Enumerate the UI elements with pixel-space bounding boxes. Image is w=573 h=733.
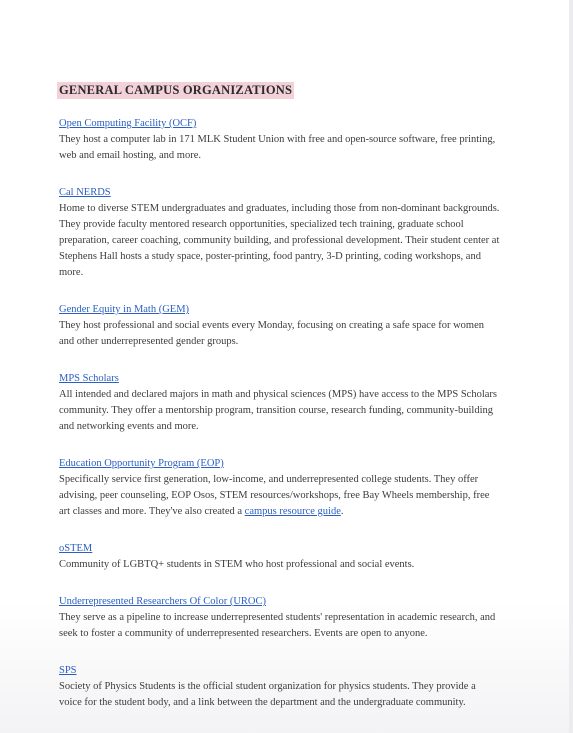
org-entry-cal-nerds — [59, 182, 501, 281]
org-description-sps: Society of Physics Students is the official student organization for physics students. They provide a voice for the student body, and a link between the department and the undergraduate community. — [59, 681, 476, 708]
campus-resource-guide-link[interactable]: campus resource guide — [244, 506, 341, 517]
section-heading: GENERAL CAMPUS ORGANIZATIONS — [59, 83, 293, 97]
org-description-cal-nerds: Home to diverse STEM undergraduates and graduates, including those from non-dominant backgrounds. They provide faculty mentored research opportunities, specialized tech training, graduate school preparation, career coaching, community building, and professional development. Their student center at Stephens Hall hosts a study space, poster-printing, food pantry, 3-D printing, coding workshops, and more. — [59, 203, 500, 278]
org-link-uroc[interactable]: Underrepresented Researchers Of Color (UROC) — [59, 596, 267, 607]
org-link-cal-nerds[interactable]: Cal NERDS — [59, 187, 111, 198]
org-entry-ocf — [59, 113, 501, 164]
org-entry-uroc — [59, 591, 501, 642]
page-edge — [569, 0, 573, 733]
organization-list — [59, 113, 501, 729]
org-description-eop-text: Specifically service first generation, low-income, and underrepresented college students. They offer advising, peer counseling, EOP Osos, STEM resources/workshops, free Bay Wheels membership, free art classes and more. They've also created a — [59, 474, 490, 517]
org-entry-mps-scholars — [59, 368, 501, 435]
org-link-ostem[interactable]: oSTEM — [59, 543, 93, 554]
org-link-eop[interactable]: Education Opportunity Program (EOP) — [59, 458, 224, 469]
org-link-sps[interactable]: SPS — [59, 665, 77, 676]
org-entry-sps — [59, 660, 501, 711]
org-description-eop-end: . — [340, 506, 344, 517]
org-entry-eop — [59, 453, 501, 520]
org-link-ocf[interactable]: Open Computing Facility (OCF) — [59, 118, 197, 129]
org-description-ocf: They host a computer lab in 171 MLK Student Union with free and open-source software, free printing, web and email hosting, and more. — [59, 134, 496, 161]
org-link-gem[interactable]: Gender Equity in Math (GEM) — [59, 304, 190, 315]
org-entry-gem — [59, 299, 501, 350]
org-description-uroc: They serve as a pipeline to increase underrepresented students' representation in academic research, and seek to foster a community of underrepresented researchers. Events are open to anyone. — [59, 612, 496, 639]
org-description-ostem: Community of LGBTQ+ students in STEM who host professional and social events. — [59, 559, 415, 570]
org-entry-ostem — [59, 538, 501, 573]
org-link-mps-scholars[interactable]: MPS Scholars — [59, 373, 119, 384]
org-description-mps-scholars: All intended and declared majors in math and physical sciences (MPS) have access to the MPS Scholars community. They offer a mentorship program, transition course, research funding, community-building and networking events and more. — [59, 389, 497, 432]
org-description-eop — [59, 472, 501, 520]
org-description-gem: They host professional and social events every Monday, focusing on creating a safe space for women and other underrepresented gender groups. — [59, 320, 485, 347]
